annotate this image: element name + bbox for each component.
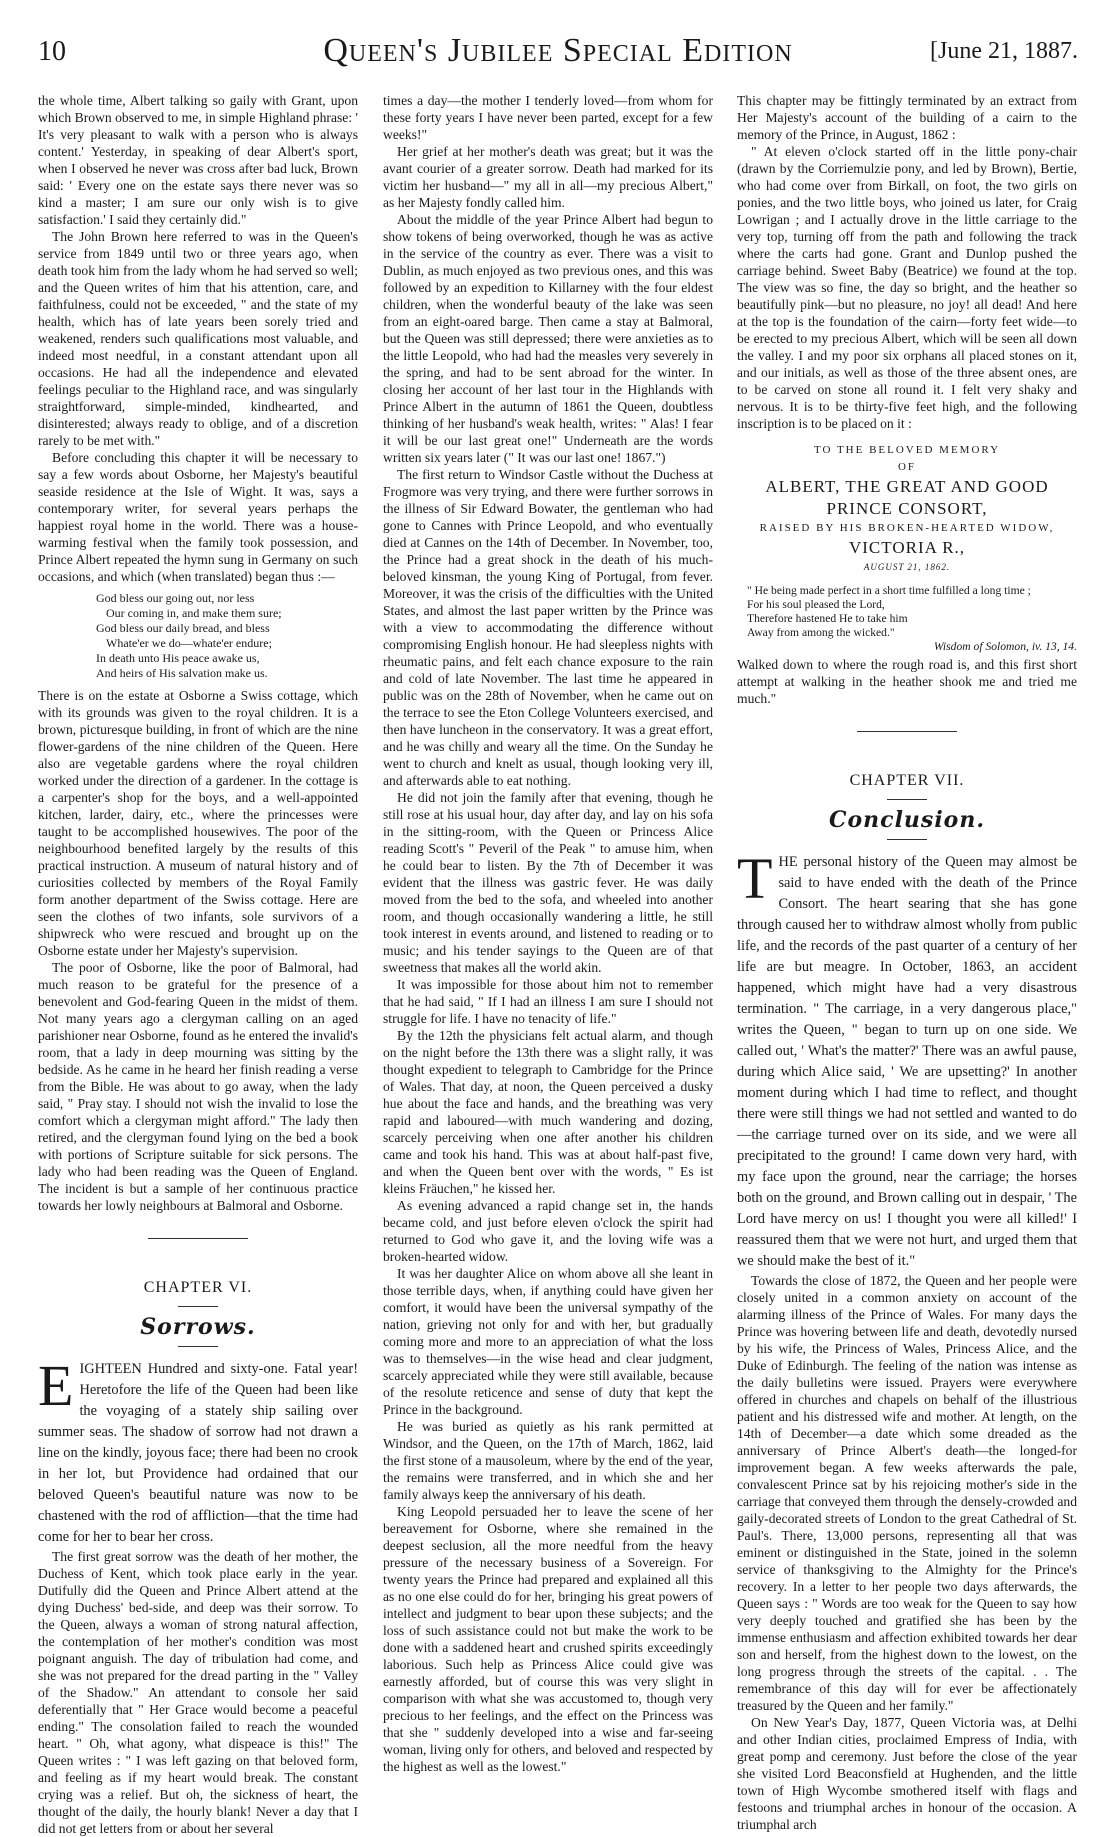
quote-reference: Wisdom of Solomon, iv. 13, 14.	[933, 640, 1077, 653]
hymn-verse	[96, 591, 358, 681]
quote-line: " He being made perfect in a short time fulfilled a long time ;	[747, 584, 1031, 597]
paragraph: It was her daughter Alice on whom above all she leant in those terrible days, when, if anything could have given her comfort, it would have been the universal sympathy of the nation, grieving not only for and with her, but gradually coming more and more to an appreciation of what the loss was to themselves—in the wise head and clear judgment, scarcely appreciated while they were still available, because of the resolute reticence and sense of duty that kept the Prince in the background.	[383, 1266, 713, 1417]
paragraph: He did not join the family after that evening, though he still rose at his usual hour, day after day, and lay on his sofa in the sitting-room, with the Queen or Princess Alice reading Scott's " Peveril of the Peak " to amuse him, when he could bear to listen. By the 7th of December it was evident that the illness was gastric fever. He was daily moved from the bed to the sofa, and wheeled into another room, and though occasionally wandering a little, he still took interest in events around, and listened to reading or to music; and his tender sayings to the Queen are of that sweetness that makes all the world akin.	[383, 790, 713, 975]
page-header	[38, 28, 1078, 78]
paragraph: There is on the estate at Osborne a Swiss cottage, which with its grounds was given to the royal children. It is a brown, picturesque building, in front of which are the nine flower-gardens of the nine children of the Queen. Here also are vegetable gardens where the royal children worked under the direction of a gardener. In the cottage is a carpenter's shop for the boys, and a well-appointed kitchen, larder, dairy, etc., where the princesses were taught to be accomplished housewives. The poor of the neighbourhood benefited largely by the results of this practical instruction. A museum of natural history and of curiosities collected by members of the Royal Family form another department of the Swiss cottage. Here are seen the clothes of two infants, sole survivors of a shipwreck who were rescued and brought up on the Osborne estate under her Majesty's supervision.	[38, 688, 358, 958]
quote-line: Away from among the wicked."	[747, 626, 895, 639]
section-divider	[857, 731, 957, 732]
paragraph-dropcap	[38, 1353, 358, 1548]
paragraph: The first return to Windsor Castle without the Duchess at Frogmore was very trying, and there were further sorrows in the illness of Sir Edward Bowater, the gentleman who had gone to Cannes with Prince Leopold, and who eventually died at Cannes on the 14th of December. In November, too, the Prince had a great shock in the death of his much-beloved kinsman, the young King of Portugal, from fever. Moreover, it was the crisis of the difficulties with the United States, and almost the last paper written by the Prince was with a view to accommodating the difference without compromising English honour. He had sleepless nights with rheumatic pains, and felt each chance exposure to the rain and cold of late November. The last time he appeared in public was on the 28th of November, when he came out on the terrace to see the Eton College Volunteers exercised, and then have luncheon in the conservatory. It was a great effort, and he was chilly and weary all the time. On the Sunday he went to church and knelt as usual, though looking very ill, and afterwards able to eat nothing.	[383, 467, 713, 788]
verse-line: Our coming in, and make them sure;	[106, 606, 282, 620]
chapter-title: Conclusion.	[829, 807, 985, 833]
paragraph: About the middle of the year Prince Albert had begun to show tokens of being overworked, though he was as active in the service of the country as ever. There was a visit to Dublin, as much enjoyed as two previous ones, and this was followed by an expedition to Killarney with the four eldest children, when the wonderful beauty of the lake was seen from an eight-oared barge. Then came a stay at Balmoral, but the Queen was still depressed; there were anxieties as to the little Leopold, who had had the measles very severely in the spring, and had to be sent abroad for the winter. In closing her account of her last tour in the Highlands with Prince Albert in the autumn of 1861 the Queen, doubtless thinking of her husband's weak health, writes: " Alas! I fear it will be our last great one!" Underneath are the words written six years later (" It was our last one! 1867.")	[383, 212, 713, 465]
cairn-inscription	[737, 442, 1077, 576]
section-divider	[887, 839, 927, 840]
paragraph: times a day—the mother I tenderly loved—from whom for these forty years I have never been parted, except for a few weeks!"	[383, 93, 713, 142]
inscription-line: PRINCE CONSORT,	[826, 499, 988, 518]
quote-line: Therefore hastened He to take him	[747, 612, 908, 625]
verse-line: God bless our going out, nor less	[96, 591, 255, 605]
paragraph: It was impossible for those about him not to remember that he had said, " If I had an illness I am sure I should not struggle for life. I have no tenacity of life."	[383, 977, 713, 1026]
chapter-title: Sorrows.	[140, 1314, 256, 1340]
paragraph: Towards the close of 1872, the Queen and her people were closely united in a common anxiety on account of the alarming illness of the Prince of Wales. For many days the Prince was hovering between life and death, devotedly nursed by his wife, the Princess of Wales, Princess Alice, and the Duke of Edinburgh. The feeling of the nation was intense as the daily bulletins were issued. Prayers were everywhere offered in churches and chapels on behalf of the illustrious patient and his distressed wife and mother. At length, on the 14th of December—a date which some dreaded as the anniversary of Prince Albert's death—the longed-for improvement began. A few weeks afterwards the pale, convalescent Prince sat by his rejoicing mother's side in the carriage that conveyed them through the densely-crowded and gaily-decorated streets of London to the great Cathedral of St. Paul's. There, 13,000 persons, representing all that was eminent or distinguished in the State, joined in the solemn service of thanksgiving to the Almighty for the Prince's recovery. In a letter to her people two days afterwards, the Queen says : " Words are too weak for the Queen to say how very deeply touched and gratified she has been by the immense enthusiasm and affection exhibited towards her dear son and herself, from the highest down to the lowest, on the long progress through the streets of the capital. . . The remembrance of this day will for ever be affectionately treasured by the Queen and her family."	[737, 1273, 1077, 1713]
inscription-line: OF	[897, 461, 917, 473]
inscription-line: VICTORIA R.,	[848, 538, 966, 557]
paragraph-dropcap	[737, 846, 1077, 1272]
paragraph: On New Year's Day, 1877, Queen Victoria was, at Delhi and other Indian cities, proclaimed Empress of India, with great pomp and ceremony. Just before the close of the year she visited Lord Beaconsfield at Hughenden, and the little town of High Wycombe smothered itself with flags and festoons and triumphal arches in honour of the occasion. A triumphal arch	[737, 1715, 1077, 1832]
column-2	[383, 92, 713, 1775]
section-divider	[178, 1346, 218, 1347]
paragraph: The first great sorrow was the death of her mother, the Duchess of Kent, which took place early in the year. Dutifully did the Queen and Prince Albert attend at the dying Duchess' bed-side, and deep was their sorrow. To the Queen, always a woman of strong natural affection, the contemplation of her mother's condition was most poignant anguish. The day of tribulation had come, and she was not prepared for the dread parting in the " Valley of the Shadow." An attendant to console her said deferentially that " Her Grace would become a peaceful ending." The consolation failed to reach the wounded heart. " Oh, what agony, what dispeace is this!" The Queen writes : " I was left gazing on that beloved form, and feeling as if my heart would break. The constant crying was a relief. But oh, the sickness of heart, the thought of the daily, the hourly blank! Never a day that I did not get letters from or about her several	[38, 1549, 358, 1836]
drop-cap-letter: E	[38, 1353, 74, 1418]
paragraph: Before concluding this chapter it will be necessary to say a few words about Osborne, her Majesty's beautiful seaside residence at the Isle of Wight. It was, says a contemporary writer, for several years perhaps the happiest royal home in the world. There was a house-warming festival when the family took possession, and Prince Albert repeated the hymn sung in Germany on such occasions, and which (when translated) began thus :—	[38, 450, 358, 584]
paragraph: The John Brown here referred to was in the Queen's service from 1849 until two or three years ago, when death took him from the lady whom he had served so well; and the Queen writes of him that his attention, care, and faithfulness, could not be exceeded, " and the state of my health, which has of late years been sorely tried and weakened, renders such qualifications most valuable, and indeed most needful, in a constant attendant upon all occasions. He had all the independence and elevated feelings peculiar to the Highland race, and was singularly straightforward, simple-minded, kindhearted, and disinterested; always ready to oblige, and of a discretion rarely to be met with."	[38, 229, 358, 448]
paragraph: As evening advanced a rapid change set in, the hands became cold, and just before eleven o'clock the spirit had returned to God who gave it, and the loving wife was a broken-hearted widow.	[383, 1198, 713, 1264]
chapter-heading: CHAPTER VII.	[849, 772, 965, 789]
paragraph-text: HE personal history of the Queen may almost be said to have ended with the death of the Prince Consort. The heart searing that she has gone through caused her to withdraw almost wholly from public life, and the records of the past quarter of a century of her life are but meagre. In October, 1863, an accident happened, which might have had a very disastrous termination. " The carriage, in a very dangerous place," writes the Queen, " began to turn up on one side. We called out, ' What's the matter?' There was an awful pause, during which Alice said, ' We are upsetting?' In another moment during which I had time to reflect, and thought there were still things we had not settled and wanted to do—the carriage turned over on its side, and we were all precipitated to the ground! I came down very hard, with my face upon the ground, near the carriage; the horses both on the ground, and Brown calling out in despair, ' The Lord have mercy on us! I thought you were all killed!' I reassured them that we were not hurt, and urged them that we should make the best of it."	[737, 854, 1077, 1269]
verse-line: God bless our daily bread, and bless	[96, 621, 270, 635]
paragraph: This chapter may be fittingly terminated by an extract from Her Majesty's account of the building of a cairn to the memory of the Prince, in August, 1862 :	[737, 93, 1077, 142]
drop-cap-letter: T	[737, 846, 773, 911]
section-divider	[178, 1306, 218, 1307]
column-1	[38, 92, 358, 1837]
paragraph: Her grief at her mother's death was great; but it was the avant courier of a greater sorrow. Death had marked for its victim her husband—" my all in all—my precious Albert," as her Majesty fondly called him.	[383, 144, 713, 210]
inscription-line: ALBERT, THE GREAT AND GOOD	[765, 477, 1049, 496]
inscription-date: AUGUST 21, 1862.	[863, 562, 951, 572]
paragraph: By the 12th the physicians felt actual alarm, and though on the night before the 13th there was a slight rally, it was thought expedient to telegraph to Cambridge for the Prince of Wales. That day, at noon, the Queen perceived a dusky hue about the face and hands, and the breathing was very rapid and laboured—with much wandering and dozing, scarcely perceiving when one after another his children came and took his hand. This was at about half-past five, and when the Queen bent over with the words, " Es ist kleins Fräuchen," he kissed her.	[383, 1028, 713, 1196]
section-divider	[887, 799, 927, 800]
paragraph: The poor of Osborne, like the poor of Balmoral, had much reason to be grateful for the presence of a benevolent and God-fearing Queen in the midst of them. Not many years ago a clergyman calling on an aged parishioner near Osborne, found as he entered the invalid's room, that a lady in deep mourning was sitting by the bedside. As he came in he heard her finish reading a verse from the Bible. He was about to go away, when the lady said, " Pray stay. I should not wish the invalid to lose the comfort which a clergyman might afford." The lady then retired, and the clergyman found lying on the bed a book with portions of Scripture suitable for sick persons. The lady who had been reading was the Queen of England. The incident is but a sample of her continuous practice towards her lowly neighbours at Balmoral and Osborne.	[38, 960, 358, 1213]
paragraph: King Leopold persuaded her to leave the scene of her bereavement for Osborne, where she remained in the deepest seclusion, all the more needful from the heavy pressure of the necessary business of a Sovereign. For twenty years the Prince had prepared and explained all this as no one else could do for her, bringing his great powers of intellect and judgment to bear upon these subjects; and the loss of such assistance could not but make the work to be done with a saddened heart and crushed spirits exceedingly laborious. Such help as Princess Alice could give was earnestly afforded, but of course this was very slight in comparison with what she was accustomed to, though very precious to her feelings, and the effect on the Princess was that she " suddenly developed into a wise and far-seeing woman, living only for others, and beloved and respected by the highest as well as the lowest."	[383, 1504, 713, 1774]
paragraph: " At eleven o'clock started off in the little pony-chair (drawn by the Corriemulzie pony, and led by Brown), Bertie, who had come over from Birkall, on foot, the two girls on ponies, and the two little boys, who joined us later, for Craig Lowrigan ; and I actually drove in the little carriage to the very top, turning off from the path and following the track where the carts had gone. Grant and Dunlop pushed the carriage behind. Sweet Baby (Beatrice) we found at the top. The view was so fine, the day so bright, and the heather so beautifully pink—but no pleasure, no joy! all dead! And here at the top is the foundation of the cairn—forty feet wide—to be erected to my precious Albert, which will be seen all down the valley. I and my poor six orphans all placed stones on it, and our initials, as well as those of the three absent ones, are to be carved on stone all round it. I felt very shaky and nervous. It is to be thirty-five feet high, and the following inscription is to be placed on it :	[737, 144, 1077, 431]
inscription-line: TO THE BELOVED MEMORY	[813, 444, 1001, 456]
verse-line: In death unto His peace awake us,	[96, 651, 260, 665]
paragraph: He was buried as quietly as his rank permitted at Windsor, and the Queen, on the 17th of March, 1862, laid the first stone of a mausoleum, where by the end of the year, the remains were transferred, and in which she and her family always keep the anniversary of his death.	[383, 1419, 713, 1502]
paragraph: the whole time, Albert talking so gaily with Grant, upon which Brown observed to me, in simple Highland phrase: ' It's very pleasant to walk with a person who is always content.' Yesterday, in speaking of dear Albert's sport, when I observed he never was cross after bad luck, Brown said: ' Every one on the estate says there never was so kind a master; I am sure our only wish is to give satisfaction.' I said they certainly did."	[38, 93, 358, 227]
scripture-quote	[747, 584, 1077, 654]
paragraph: Walked down to where the rough road is, and this first short attempt at walking in the heather shook me and tried me much."	[737, 657, 1077, 706]
verse-line: Whate'er we do—whate'er endure;	[106, 636, 272, 650]
column-3	[737, 92, 1077, 1833]
paragraph-text: IGHTEEN Hundred and sixty-one. Fatal year! Heretofore the life of the Queen had been like the voyaging of a stately ship sailing over summer seas. The shadow of sorrow had not drawn a line on the kindly, joyous face; there had been no crook in her lot, but Providence had ordained that our beloved Queen's beautiful nature was now to be chastened with the rod of affliction—that the time had come for her to bear her cross.	[38, 1361, 358, 1545]
chapter-heading: CHAPTER VI.	[143, 1279, 253, 1296]
section-divider	[148, 1238, 248, 1239]
page-number: 10	[38, 36, 66, 67]
inscription-line: RAISED BY HIS BROKEN-HEARTED WIDOW,	[759, 522, 1055, 534]
verse-line: And heirs of His salvation make us.	[96, 666, 268, 680]
publication-title: Queen's Jubilee Special Edition	[323, 32, 793, 69]
quote-line: For his soul pleased the Lord,	[747, 598, 885, 611]
issue-date: [June 21, 1887.	[930, 38, 1078, 64]
